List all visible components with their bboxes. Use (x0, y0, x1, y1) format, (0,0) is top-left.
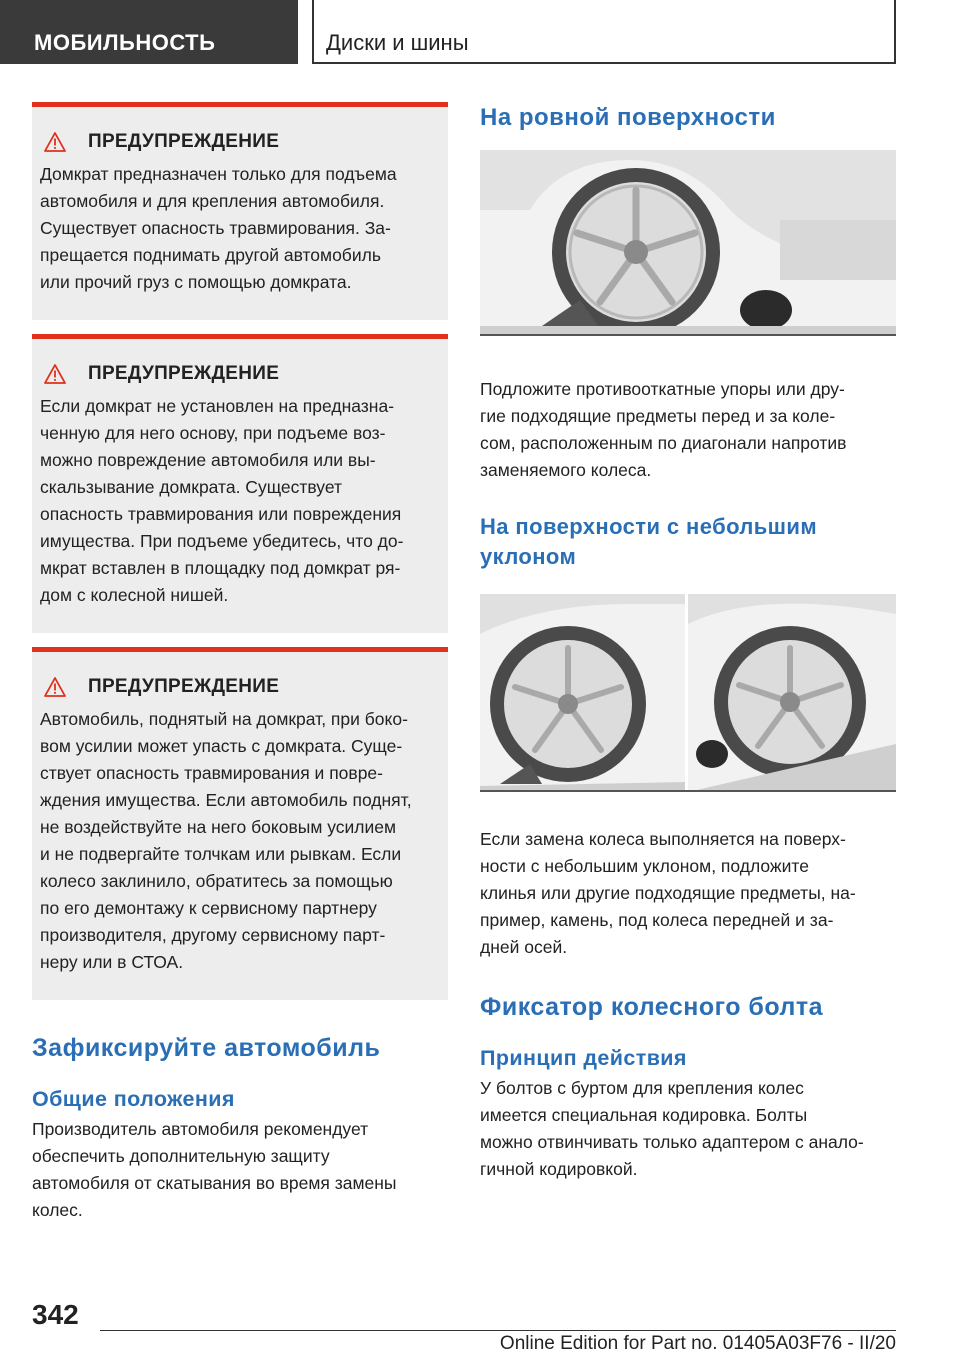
header-section-label: МОБИЛЬНОСТЬ (34, 30, 216, 55)
heading-line: уклоном (480, 544, 577, 569)
text-line: дней осей. (480, 937, 568, 957)
text-line: скальзывание домкрата. Существует (40, 477, 343, 497)
text-line: неру или в СТОА. (40, 952, 184, 972)
car-wheel-flat-illustration (480, 150, 896, 336)
figure-slope-surface (480, 594, 896, 792)
footer-divider (100, 1330, 896, 1331)
warning-box-2 (32, 334, 448, 633)
heading-secure-vehicle: Зафиксируйте автомобиль (32, 1034, 381, 1062)
text-line: производителя, другому сервисному парт‐ (40, 925, 386, 945)
text-line: колесо заклинило, обратитесь за помощью (40, 871, 393, 891)
text-line: Домкрат предназначен только для подъема (40, 164, 397, 184)
warning-text (40, 393, 436, 609)
heading-line: На поверхности с небольшим (480, 514, 817, 539)
slope-paragraph (480, 826, 896, 961)
warning-title: ПРЕДУПРЕЖДЕНИЕ (88, 131, 280, 152)
text-line: Производитель автомобиля рекомендует (32, 1119, 369, 1139)
heading-principle: Принцип действия (480, 1046, 687, 1070)
left-column (32, 102, 448, 1224)
text-line: вом усилии может упасть с домкрата. Суще‐ (40, 736, 403, 756)
text-line: пример, камень, под колеса передней и за‐ (480, 910, 834, 930)
text-line: и не подвергайте толчкам или рывкам. Если (40, 844, 402, 864)
principle-paragraph (480, 1075, 896, 1183)
text-line: прещается поднимать другой автомобиль (40, 245, 381, 265)
warning-title: ПРЕДУПРЕЖДЕНИЕ (88, 676, 280, 697)
text-line: автомобиля от скатывания во время замены (32, 1173, 397, 1193)
text-line: ствует опасность травмирования и повре‐ (40, 763, 383, 783)
text-line: дом с колесной нишей. (40, 585, 229, 605)
text-line: колес. (32, 1200, 83, 1220)
header-section-tab (0, 0, 298, 64)
warning-text (40, 706, 436, 976)
text-line: имеется специальная кодировка. Болты (480, 1105, 808, 1125)
warning-triangle-icon (44, 364, 66, 384)
header-chapter-label: Диски и шины (326, 30, 469, 55)
text-line: можно отвинчивать только адаптером с анало‐ (480, 1132, 864, 1152)
text-line: гичной кодировкой. (480, 1159, 638, 1179)
text-line: гие подходящие предметы перед и за коле‐ (480, 406, 836, 426)
text-line: или прочий груз с помощью домкрата. (40, 272, 352, 292)
text-line: опасность травмирования или повреждения (40, 504, 402, 524)
text-line: по его демонтажу к сервисному партнеру (40, 898, 377, 918)
text-line: не воздействуйте на него боковым усилием (40, 817, 397, 837)
text-line: У болтов с буртом для крепления колес (480, 1078, 804, 1098)
footer-edition: Online Edition for Part no. 01405A03F76 - II/20 (499, 1333, 896, 1354)
text-line: клинья или другие подходящие предметы, на‐ (480, 883, 856, 903)
right-column (480, 102, 896, 1183)
page-number: 342 (32, 1299, 79, 1330)
text-line: ждения имущества. Если автомобиль поднят, (40, 790, 412, 810)
text-line: ченную для него основу, при подъеме воз‐ (40, 423, 386, 443)
header-chapter-tab (312, 0, 896, 64)
text-line: обеспечить дополнительную защиту (32, 1146, 330, 1166)
text-line: Если замена колеса выполняется на поверх‐ (480, 829, 846, 849)
text-line: можно повреждение автомобиля или вы‐ (40, 450, 376, 470)
text-line: Если домкрат не установлен на предназна‐ (40, 396, 395, 416)
text-line: Автомобиль, поднятый на домкрат, при боко‐ (40, 709, 408, 729)
text-line: автомобиля и для крепления автомобиля. (40, 191, 385, 211)
text-line: мкрат вставлен в площадку под домкрат ря‐ (40, 558, 401, 578)
warning-text (40, 161, 436, 296)
heading-wheel-bolt-lock: Фиксатор колесного болта (480, 993, 824, 1021)
text-line: ности с небольшим уклоном, подложите (480, 856, 809, 876)
warning-triangle-icon (44, 677, 66, 697)
general-paragraph (32, 1116, 448, 1224)
text-line: сом, расположенным по диагонали напротив (480, 433, 847, 453)
warning-title: ПРЕДУПРЕЖДЕНИЕ (88, 363, 280, 384)
heading-general: Общие положения (32, 1087, 235, 1111)
text-line: заменяемого колеса. (480, 460, 652, 480)
heading-slope-surface (480, 512, 896, 572)
warning-box-3 (32, 647, 448, 1000)
car-wheel-slope-illustration (480, 594, 896, 792)
flat-paragraph (480, 376, 896, 484)
text-line: Подложите противооткатные упоры или дру‐ (480, 379, 845, 399)
text-line: Существует опасность травмирования. За‐ (40, 218, 391, 238)
warning-box-1 (32, 102, 448, 320)
warning-triangle-icon (44, 132, 66, 152)
heading-flat-surface: На ровной поверхности (480, 104, 776, 131)
text-line: имущества. При подъеме убедитесь, что до‐ (40, 531, 404, 551)
figure-flat-surface (480, 150, 896, 336)
